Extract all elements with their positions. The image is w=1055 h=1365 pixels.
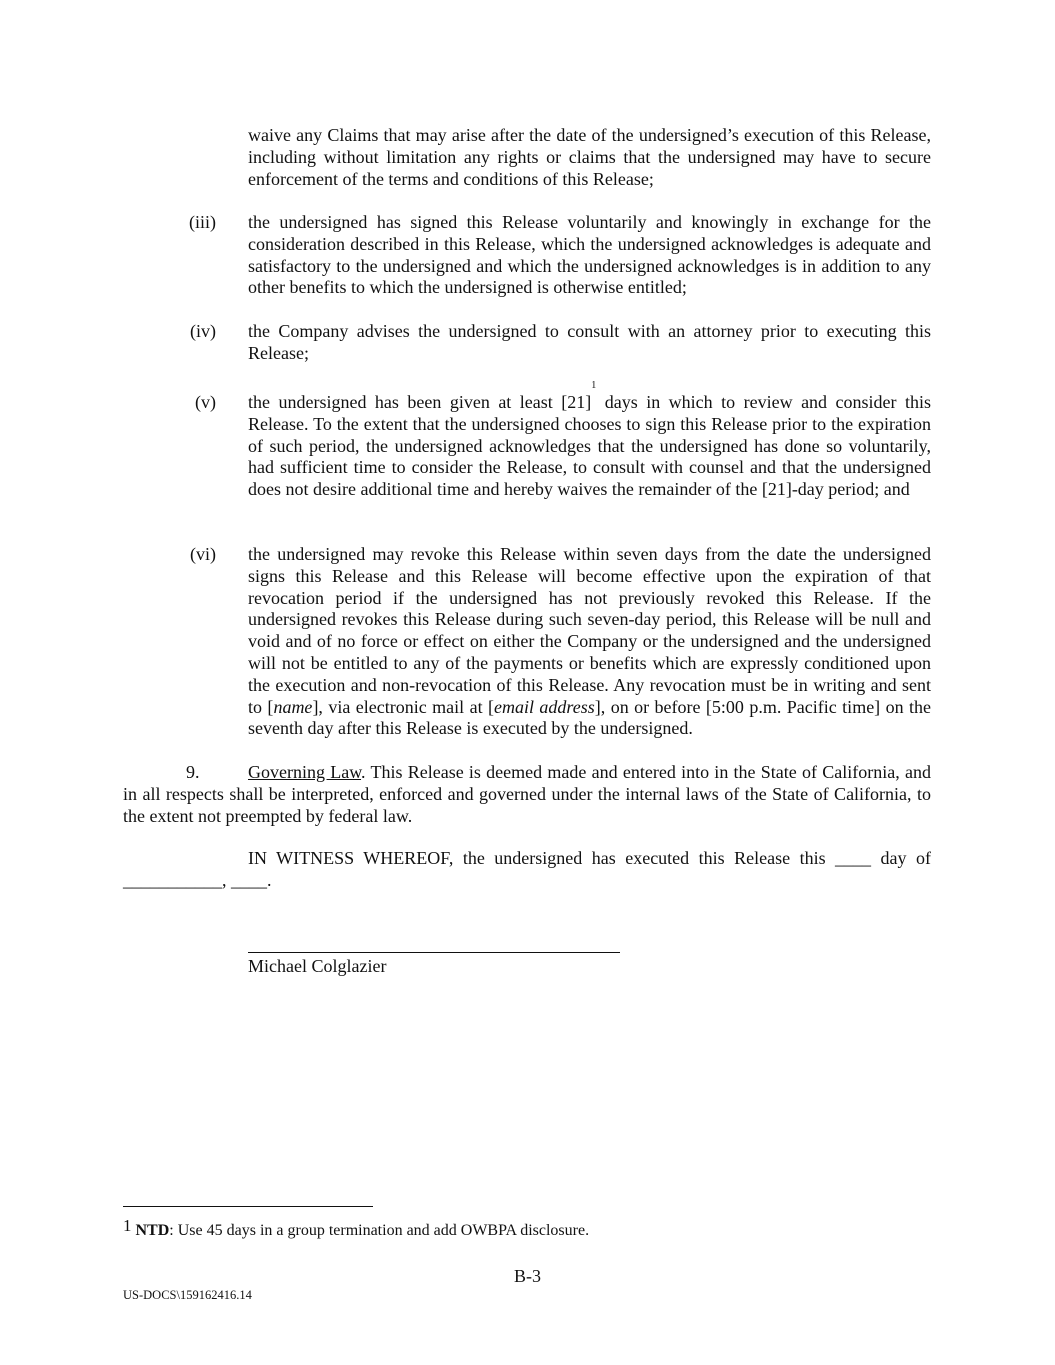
email-placeholder: email address [494,696,595,717]
item-v-text: the undersigned has been given at least $[21]^1$ days in which to review and consider this Release. To the extent that the undersigned chooses to sign this Release prior to the expiration of such period, the undersigned acknowledges that the undersigned has done so voluntarily, had sufficient time to consider the Release, to consult with counsel and that the undersigned does not desire additional time and hereby waives the remainder of the [21]-day period; and [248,380,931,500]
footnote-reference[interactable]: 1 [591,380,597,391]
item-iii-text: the undersigned has signed this Release voluntarily and knowingly in exchange for the consideration described in this Release, which the undersigned acknowledges is adequate and satisfactory to the undersigned and which the undersigned acknowledges is in addition to any other benefits to which the undersigned is otherwise entitled; [248,212,931,298]
name-placeholder: name [273,696,313,717]
footnote-bold: NTD [135,1222,170,1239]
signatory-name: Michael Colglazier [248,956,387,976]
document-id: US-DOCS\159162416.14 [123,1288,252,1302]
footnote: 1 NTD: Use 45 days in a group termination and add OWBPA disclosure. [123,1216,590,1239]
item-vi-text: the undersigned may revoke this Release within seven days from the date the undersigned signs this Release and this Release will become effective upon the expiration of that revocation period if the undersigned has not previously revoked this Release. If the undersigned revokes this Release during such seven-day period, this Release will be null and void and of no force or effect on either the Company or the undersigned and the undersigned will not be entitled to any of the payments or benefits which are expressly conditioned upon the execution and non-revocation of this Release. Any revocation must be in writing and sent to [name], via electronic mail at [email address], on or before [5:00 p.m. Pacific time] on the seventh day after this Release is executed by the undersigned. [248,544,932,739]
page-number: B-3 [514,1266,541,1286]
section-9: 9. Governing Law. This Release is deemed made and entered into in the State of California, and in all respects shall be interpreted, enforced and governed under the internal laws of the State of California, to the extent not preempted by federal law. [123,762,931,826]
item-iv-text: the Company advises the undersigned to consult with an attorney prior to executing this Release; [248,321,931,363]
witness-line-1: IN WITNESS WHEREOF, the undersigned has executed this Release this ____ day of [248,848,931,868]
footnote-mark: 1 [123,1216,132,1235]
footnote-separator [123,1206,373,1207]
witness-line-2: ___________, ____. [123,870,272,890]
section-9-number: 9. [186,762,200,782]
item-v-label: (v) [195,392,216,412]
section-9-heading: Governing Law [248,762,362,782]
signature-line [248,952,620,953]
continued-paragraph: waive any Claims that may arise after the date of the undersigned’s execution of this Release, including without limitation any rights or claims that the undersigned may have to secure enforcement of the terms and conditions of this Release; [248,125,931,189]
item-iv-label: (iv) [190,321,216,341]
item-iii-label: (iii) [189,212,216,232]
item-vi-label: (vi) [190,544,216,564]
